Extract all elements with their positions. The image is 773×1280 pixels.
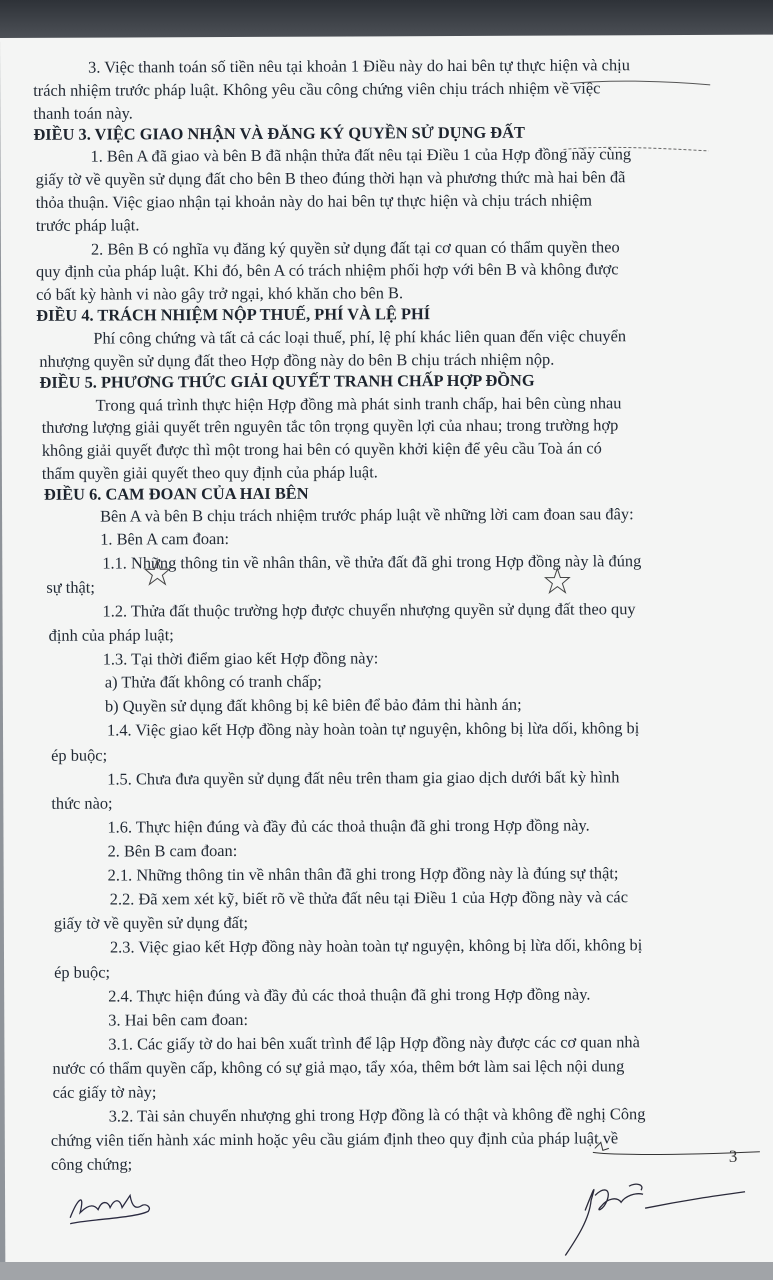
text-line: 3.2. Tài sản chuyển nhượng ghi trong Hợp đồng là có thật và không đề nghị Công [108,1104,646,1126]
pen-mark [560,75,720,176]
section-heading: ĐIỀU 4. TRÁCH NHIỆM NỘP THUẾ, PHÍ VÀ LỆ PHÍ [36,304,431,325]
text-line: 1.2. Thửa đất thuộc trường hợp được chuyển nhượng quyền sử dụng đất theo quy [102,599,636,621]
text-line: 3. Việc thanh toán số tiền nêu tại khoản 1 Điều này do hai bên tự thực hiện và chịu [88,55,630,77]
text-line: thương lượng giải quyết trên nguyên tắc tôn trọng quyền lợi của nhau; trong trường hợp [41,415,619,437]
text-line: Phí công chứng và tất cả các loại thuế, phí, lệ phí khác liên quan đến việc chuyển [93,326,627,348]
text-line: 1.4. Việc giao kết Hợp đồng này hoàn toàn tự nguyện, không bị lừa dối, không bị [106,718,640,740]
text-line: 2.2. Đã xem xét kỹ, biết rõ về thửa đất nêu tại Điều 1 của Hợp đồng này và các [109,887,629,909]
text-line: a) Thửa đất không có tranh chấp; [104,671,322,692]
text-line: ép buộc; [54,962,111,982]
text-line: định của pháp luật; [48,625,174,645]
text-line: 1.3. Tại thời điểm giao kết Hợp đồng này: [102,648,379,669]
section-heading: ĐIỀU 3. VIỆC GIAO NHẬN VÀ ĐĂNG KÝ QUYỀN SỬ DỤNG ĐẤT [33,122,525,144]
section-heading: ĐIỀU 6. CAM ĐOAN CỦA HAI BÊN [43,483,309,504]
text-line: quy định của pháp luật. Khi đó, bên A có trách nhiệm phối hợp với bên B và không được [35,259,619,281]
text-line: 2. Bên B có nghĩa vụ đăng ký quyền sử dụng đất tại cơ quan có thẩm quyền theo [90,237,620,259]
text-line: ép buộc; [51,745,108,765]
text-line: Trong quá trình thực hiện Hợp đồng mà phát sinh tranh chấp, hai bên cùng nhau [95,393,622,415]
text-line: thức nào; [51,793,113,813]
text-line: b) Quyền sử dụng đất không bị kê biên để bảo đảm thi hành án; [104,694,522,716]
page-number: 3 [728,1146,738,1166]
text-line: công chứng; [50,1154,133,1174]
text-line: 2.1. Những thông tin về nhân thân đã ghi trong Hợp đồng này là đúng sự thật; [107,863,619,885]
text-line: sự thật; [46,577,95,597]
text-line: trước pháp luật. [35,215,140,235]
text-line: nhượng quyền sử dụng đất theo Hợp đồng này do bên B chịu trách nhiệm nộp. [39,349,555,371]
text-line: không giải quyết được thì một trong hai bên có quyền khởi kiện để yêu cầu Toà án có [41,438,602,460]
text-line: 1. Bên A cam đoan: [100,529,230,549]
text-line: 1.6. Thực hiện đúng và đầy đủ các thoả thuận đã ghi trong Hợp đồng này. [107,815,590,837]
text-line: thanh toán này. [33,103,133,123]
star-mark-icon [542,566,572,596]
background-bottom-edge [0,1262,773,1280]
text-line: giấy tờ về quyền sử dụng đất; [53,912,249,933]
contract-page [0,35,773,1266]
text-line: Bên A và bên B chịu trách nhiệm trước pháp luật về những lời cam đoan sau đây: [100,504,634,526]
text-line: 1.1. Những thông tin về nhân thân, về thửa đất đã ghi trong Hợp đồng này là đúng [102,551,642,573]
text-line: 2. Bên B cam đoan: [107,840,238,861]
text-line: 2.3. Việc giao kết Hợp đồng này hoàn toàn tự nguyện, không bị lừa dối, không bị [109,935,643,957]
text-line: trách nhiệm trước pháp luật. Không yêu cầu công chứng viên chịu trách nhiệm về việc [33,78,601,100]
text-line: 1.5. Chưa đưa quyền sử dụng đất nêu trên tham gia giao dịch dưới bất kỳ hình [107,767,620,789]
text-line: 1. Bên A đã giao và bên B đã nhận thửa đất nêu tại Điều 1 của Hợp đồng này cùng [90,144,632,166]
text-line: có bất kỳ hành vi nào gây trở ngại, khó khăn cho bên B. [36,283,404,304]
text-line: chứng viên tiến hành xác minh hoặc yêu cầu giám định theo quy định của pháp luật về [50,1128,619,1150]
text-line: các giấy tờ này; [52,1082,157,1102]
star-mark-icon [142,557,172,587]
text-line: 3. Hai bên cam đoan: [108,1009,249,1030]
signature-party-a [60,1177,170,1237]
section-heading: ĐIỀU 5. PHƯƠNG THỨC GIẢI QUYẾT TRANH CHẤP HỢP ĐỒNG [39,370,535,392]
text-line: nước có thẩm quyền cấp, không có sự giả mạo, tẩy xóa, thêm bớt làm sai lệch nội dung [52,1056,625,1078]
text-line: giấy tờ về quyền sử dụng đất cho bên B theo đúng thời hạn và phương thức mà hai bên đã [35,167,626,189]
text-line: 2.4. Thực hiện đúng và đầy đủ các thoả thuận đã ghi trong Hợp đồng này. [108,984,591,1006]
text-line: thỏa thuận. Việc giao nhận tại khoản này do hai bên tự thực hiện và chịu trách nhiệm [35,190,593,212]
text-line: thẩm quyền giải quyết theo quy định của pháp luật. [41,462,378,483]
text-line: 3.1. Các giấy tờ do hai bên xuất trình để lập Hợp đồng này được các cơ quan nhà [108,1032,640,1054]
